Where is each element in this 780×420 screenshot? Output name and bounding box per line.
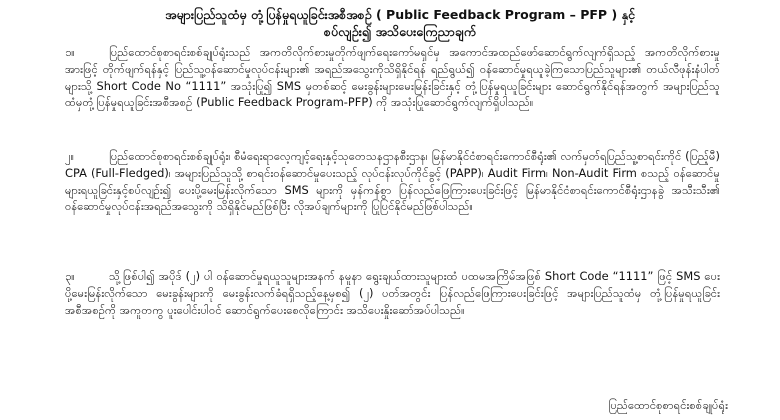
paragraph-2 [65, 148, 720, 252]
paragraph-1-number: ၁။ [65, 45, 75, 59]
paragraph-2-text: ပြည်ထောင်စုစာရင်းစစ်ချုပ်ရုံး၊ စီမံရေးရာလေ့ကျင့်ရေးနှင့်သုတေသနဌာနစီးဌာန၊ မြန်မာနိုင်ငံစာရင်းကောင်စီရုံး၏ လက်မှတ်ရပြည်သူ့စာရင်းကိုင် (ပြည့်မီ) CPA (Full-Fledged)၊ အများပြည်သူသို့ စာရင်းဝန်ဆောင်မှုပေးသည့် လုပ်ငန်းလုပ်ကိုင်ခွင့် (PAPP)၊ Audit Firm၊ Non-Audit Firm စသည့် ဝန်ဆောင်မှုများရယူခြင်းနှင့်စပ်လျဉ်း၍ ပေးပို့မေးမြန်းလိုက်သော SMS များကို မှန်ကန်စွာ ပြန်လည်ဖြေကြားပေးခြင်းဖြင့် မြန်မာနိုင်ငံစာရင်းကောင်စီရုံးဌာနခွဲ အသီးသီး၏ ဝန်ဆောင်မှုလုပ်ငန်းအရည်အသွေးကို သိရှိနိုင်မည်ဖြစ်ပြီး လိုအပ်ချက်များကို ပြုပြင်နိုင်မည်ဖြစ်ပါသည်။ [65, 149, 720, 214]
paragraph-2-number: ၂။ [65, 149, 75, 163]
paragraph-1 [65, 44, 720, 130]
paragraph-3-text: သို့ဖြစ်ပါ၍ အပိုဒ် (၂) ပါ ဝန်ဆောင်မှုရယူသူများအနက် နမူနာ ရွေးချယ်ထားသူများထံ ပထမအကြိမ်အဖြစ် Short Code “1111” ဖြင့် SMS ပေးပို့မေးမြန်းလိုက်သော မေးခွန်းများကို မေးခွန်းလက်ခံရရှိသည့်နေ့မှစ၍ (၂) ပတ်အတွင်း ပြန်လည်ဖြေကြားပေးခြင်းဖြင့် အများပြည်သူထံမှ တုံ့ပြန်မှုရယူခြင်းအစီအစဉ်ကို အကူတကွ ပူးပေါင်းပါဝင် ဆောင်ရွက်ပေးစေလိုကြောင်း အသိပေးနှိုးဆော်အပ်ပါသည်။ [65, 269, 720, 317]
paragraph-3 [65, 268, 720, 336]
notice-title: အများပြည်သူထံမှ တုံ့ပြန်မှုရယူခြင်းအစီအစဉ် ( Public Feedback Program – PFP ) နှင့် စပ်လျဉ်း၍ အသိပေးကြေညာချက် [165, 7, 635, 39]
paragraph-3-number: ၃။ [65, 269, 75, 283]
issuer-signature: ပြည်ထောင်စုစာရင်းစစ်ချုပ်ရုံး [608, 398, 728, 412]
paragraph-1-text: ပြည်ထောင်စုစာရင်းစစ်ချုပ်ရုံးသည် အကတိလိုက်စားမှုတိုက်ဖျက်ရေးကော်မရှင်မှ အကောင်အထည်ဖော်ဆောင်ရွက်လျက်ရှိသည့် အကတိလိုက်စားမှုအားဖြင့် တိုက်ဖျက်ရန်နှင့် ပြည်သူ့ဝန်ဆောင်မှုလုပ်ငန်းများ၏ အရည်အသွေးကိုသိရှိနိုင်ရန် ရည်ရွယ်၍ ဝန်ဆောင်မှုရယူခဲ့ကြသောပြည်သူများ၏ တယ်လီဖုန်းနံပါတ်များသို့ Short Code No “1111” အသုံးပြု၍ SMS မှတစ်ဆင့် မေးခွန်းများမေးမြန်းခြင်းနှင့် တုံ့ပြန်မှုရယူခြင်းများ ဆောင်ရွက်နိုင်ရန်အတွက် အများပြည်သူထံမှတုံ့ပြန်မှုရယူခြင်းအစီအစဉ် (Public Feedback Program-PFP) ကို အသုံးပြုဆောင်ရွက်လျက်ရှိပါသည်။ [65, 45, 720, 110]
